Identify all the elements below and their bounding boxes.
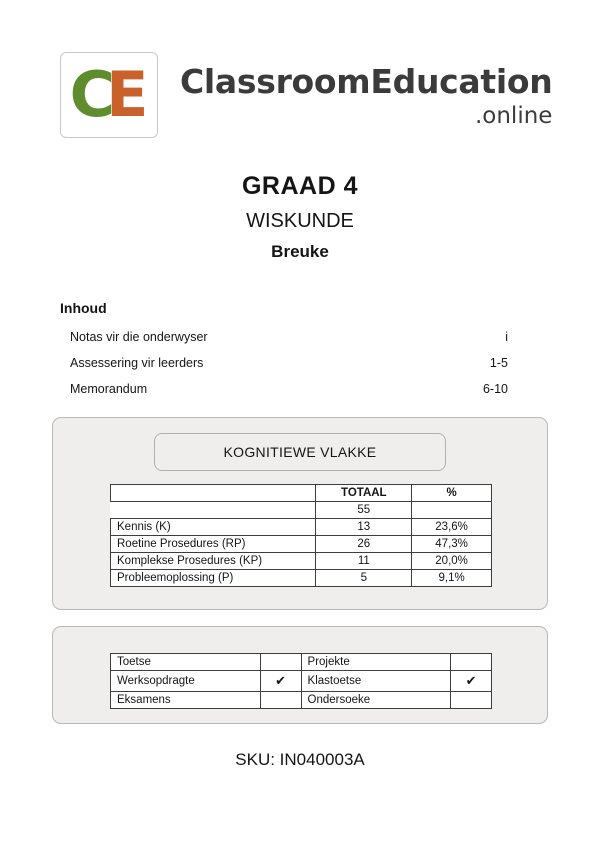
contents-row (60, 376, 530, 402)
brand-wordmark (180, 62, 552, 129)
assessment-right-label: Ondersoeke (301, 692, 451, 709)
table-row (111, 692, 492, 709)
contents-item-pages: 6-10 (482, 382, 508, 396)
title-block (0, 172, 600, 262)
contents-item-pages: 1-5 (489, 356, 508, 370)
cognitive-levels-panel (52, 417, 548, 610)
contents-row (60, 350, 530, 376)
cognitive-header-pct: % (412, 485, 492, 502)
document-header (0, 52, 600, 138)
assessment-left-checkbox[interactable] (260, 692, 301, 709)
cognitive-header-blank (111, 485, 316, 502)
sku-label: SKU: IN040003A (235, 750, 365, 769)
cognitive-header-total: TOTAAL (316, 485, 412, 502)
assessment-left-label: Toetse (111, 654, 261, 671)
assessment-left-checkbox[interactable]: ✔ (260, 671, 301, 692)
assessment-left-label: Werksopdragte (111, 671, 261, 692)
assessment-types-table (110, 653, 492, 709)
cognitive-row-total: 5 (316, 570, 412, 587)
assessment-left-label: Eksamens (111, 692, 261, 709)
logo-letters (69, 58, 149, 131)
assessment-left-checkbox[interactable] (260, 654, 301, 671)
assessment-right-checkbox[interactable]: ✔ (451, 671, 492, 692)
cognitive-row-label: Komplekse Prosedures (KP) (111, 553, 316, 570)
contents-item-label: Memorandum (70, 382, 148, 396)
cognitive-summary-pct (412, 502, 492, 519)
cognitive-row-total: 11 (316, 553, 412, 570)
cognitive-summary-blank (111, 502, 316, 519)
cognitive-row-label: Kennis (K) (111, 519, 316, 536)
contents-item-label: Notas vir die onderwyser (70, 330, 208, 344)
contents-section (60, 300, 530, 402)
cognitive-levels-table (110, 484, 492, 587)
table-row (111, 671, 492, 692)
assessment-right-checkbox[interactable] (451, 692, 492, 709)
assessment-right-label: Klastoetse (301, 671, 451, 692)
table-row (111, 654, 492, 671)
assessment-right-label: Projekte (301, 654, 451, 671)
brand-name: ClassroomEducation (180, 61, 553, 101)
cognitive-levels-title: KOGNITIEWE VLAKKE (154, 433, 446, 471)
contents-item-label: Assessering vir leerders (70, 356, 204, 370)
contents-heading: Inhoud (60, 300, 107, 316)
cognitive-row-total: 13 (316, 519, 412, 536)
cognitive-summary-total: 55 (316, 502, 412, 519)
cognitive-row-label: Probleemoplossing (P) (111, 570, 316, 587)
table-row (111, 536, 492, 553)
table-row (111, 570, 492, 587)
subject-title: WISKUNDE (246, 210, 354, 232)
table-row-summary (111, 502, 492, 519)
assessment-types-panel (52, 626, 548, 724)
brand-domain: .online (474, 102, 553, 129)
logo-letter-e-icon: E (106, 58, 149, 131)
grade-title: GRAAD 4 (241, 172, 358, 200)
cognitive-row-pct: 47,3% (412, 536, 492, 553)
cognitive-row-total: 26 (316, 536, 412, 553)
cognitive-row-pct: 9,1% (412, 570, 492, 587)
logo-mark (60, 52, 158, 138)
topic-title: Breuke (271, 242, 329, 261)
cognitive-row-pct: 20,0% (412, 553, 492, 570)
table-row (111, 519, 492, 536)
contents-row (60, 324, 530, 350)
assessment-right-checkbox[interactable] (451, 654, 492, 671)
contents-item-pages: i (505, 330, 508, 344)
logo-letter-c-icon: C (69, 58, 113, 131)
table-row-header (111, 485, 492, 502)
cognitive-row-pct: 23,6% (412, 519, 492, 536)
table-row (111, 553, 492, 570)
cognitive-row-label: Roetine Prosedures (RP) (111, 536, 316, 553)
